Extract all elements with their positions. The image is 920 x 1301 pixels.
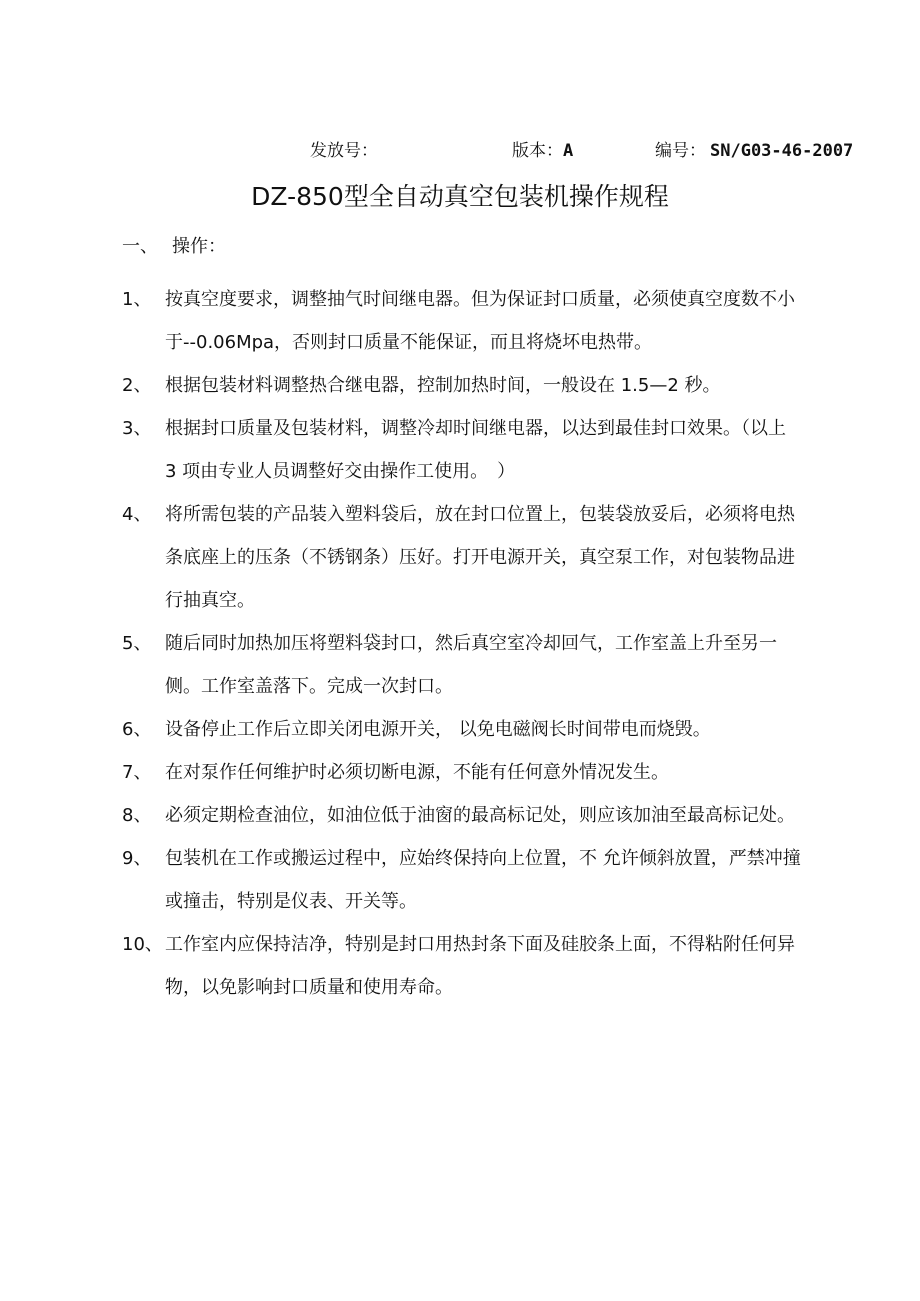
item-number: 5、 xyxy=(122,633,152,654)
item-number: 2、 xyxy=(122,375,152,396)
item-number: 9、 xyxy=(122,848,152,869)
operation-steps-list xyxy=(122,278,802,1009)
version-label: 版本： xyxy=(512,141,563,161)
document-number-value: SN/G03-46-2007 xyxy=(710,141,854,161)
item-text: 设备停止工作后立即关闭电源开关， 以免电磁阀长时间带电而烧毁。 xyxy=(165,719,711,740)
item-text: 包装机在工作或搬运过程中，应始终保持向上位置，不 允许倾斜放置，严禁冲撞或撞击，特别是仪表、开关等。 xyxy=(165,848,801,912)
issue-number-label: 发放号： xyxy=(310,141,378,161)
item-number: 4、 xyxy=(122,504,152,525)
item-text: 在对泵作任何维护时必须切断电源，不能有任何意外情况发生。 xyxy=(165,762,669,783)
version-value: A xyxy=(563,141,574,161)
list-item xyxy=(122,407,802,493)
section-number: 一、 xyxy=(122,236,158,257)
list-item xyxy=(122,923,802,1009)
section-heading xyxy=(122,234,226,260)
item-number: 7、 xyxy=(122,762,152,783)
item-number: 10、 xyxy=(122,934,163,955)
item-text: 根据包装材料调整热合继电器，控制加热时间，一般设在 1.5—2 秒。 xyxy=(165,375,721,396)
list-item xyxy=(122,837,802,923)
version-field xyxy=(512,138,573,164)
item-number: 1、 xyxy=(122,289,152,310)
list-item xyxy=(122,622,802,708)
issue-number-field xyxy=(310,138,382,164)
item-text: 根据封口质量及包装材料，调整冷却时间继电器，以达到最佳封口效果。（以上 3 项由专业人员调整好交由操作工使用。 ） xyxy=(165,418,786,482)
item-text: 按真空度要求，调整抽气时间继电器。但为保证封口质量，必须使真空度数不小于--0.06Mpa，否则封口质量不能保证，而且将烧坏电热带。 xyxy=(165,289,795,353)
document-number-label: 编号： xyxy=(655,141,706,161)
item-number: 3、 xyxy=(122,418,152,439)
list-item xyxy=(122,794,802,837)
document-title: DZ-850型全自动真空包装机操作规程 xyxy=(251,182,669,211)
list-item xyxy=(122,751,802,794)
item-text: 工作室内应保持洁净，特别是封口用热封条下面及硅胶条上面，不得粘附任何异物，以免影响封口质量和使用寿命。 xyxy=(165,934,795,998)
item-number: 8、 xyxy=(122,805,152,826)
item-number: 6、 xyxy=(122,719,152,740)
list-item xyxy=(122,278,802,364)
item-text: 将所需包装的产品装入塑料袋后，放在封口位置上，包装袋放妥后，必须将电热条底座上的压条（不锈钢条）压好。打开电源开关，真空泵工作，对包装物品进行抽真空。 xyxy=(165,504,795,611)
list-item xyxy=(122,364,802,407)
document-header xyxy=(0,138,920,164)
section-label: 操作： xyxy=(172,236,226,257)
item-text: 随后同时加热加压将塑料袋封口，然后真空室冷却回气，工作室盖上升至另一侧。工作室盖落下。完成一次封口。 xyxy=(165,633,777,697)
document-number-field xyxy=(655,138,853,164)
list-item xyxy=(122,493,802,622)
item-text: 必须定期检查油位，如油位低于油窗的最高标记处，则应该加油至最高标记处。 xyxy=(165,805,795,826)
list-item xyxy=(122,708,802,751)
